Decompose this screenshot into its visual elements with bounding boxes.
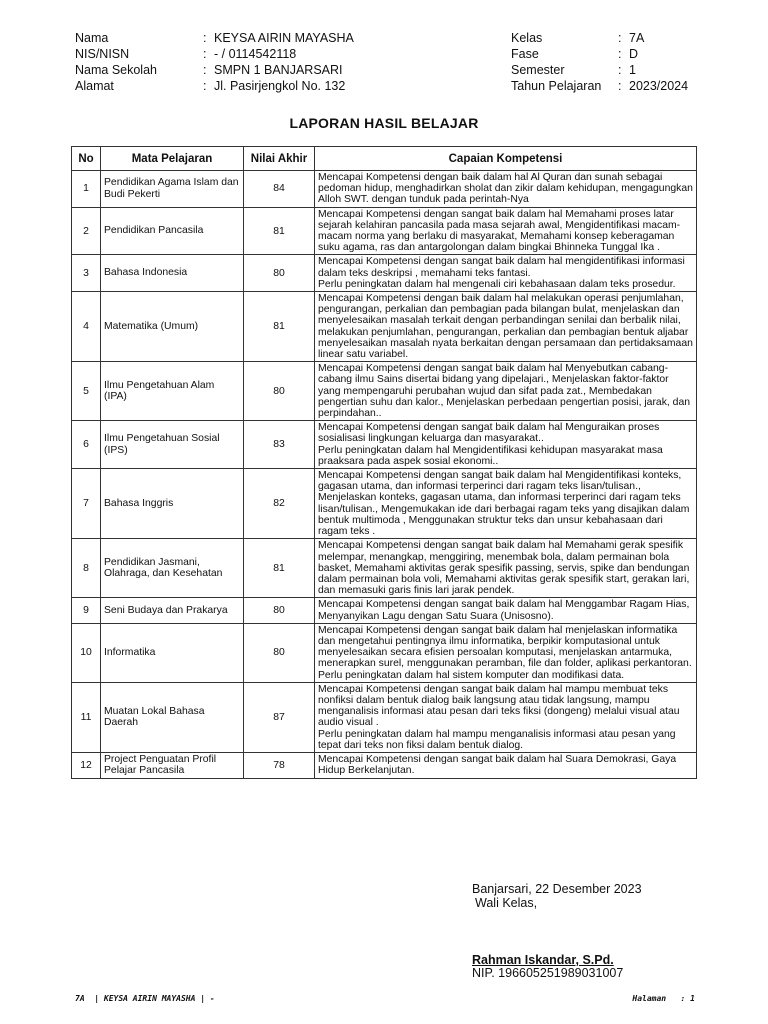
row-mata-pelajaran: Bahasa Inggris xyxy=(101,469,244,539)
row-nilai-akhir: 87 xyxy=(244,682,315,752)
row-nilai-akhir: 80 xyxy=(244,598,315,623)
nis-label: NIS/NISN xyxy=(75,47,130,61)
row-nilai-akhir: 84 xyxy=(244,171,315,208)
row-mata-pelajaran: Ilmu Pengetahuan Sosial (IPS) xyxy=(101,421,244,469)
row-capaian-kompetensi: Mencapai Kompetensi dengan sangat baik dalam hal Memahami gerak spesifik melempar, menangkap, menggiring, menembak bola, dalam permainan bola basket, Memahami aktivitas gerak spesifik passing, servis, spike dan bendungan dalam permainan bola voli, Memahami aktivitas gerak spesifik start, gerakan lari, dan memasuki garis finis lari jarak pendek. xyxy=(315,539,697,598)
row-capaian-kompetensi: Mencapai Kompetensi dengan sangat baik dalam hal Memahami proses latar sejarah kelahiran pancasila pada masa sejarah awal, Mengidentifikasi macam-macam norma yang berlaku di masyarakat, Memahami konsep keberagaman suku agama, ras dan antargolongan dalam bingkai Bhinneka Tunggal Ika . xyxy=(315,207,697,255)
table-header-row xyxy=(72,147,697,171)
identity-row-3 xyxy=(75,62,715,78)
row-mata-pelajaran: Ilmu Pengetahuan Alam (IPA) xyxy=(101,362,244,421)
row-mata-pelajaran: Bahasa Indonesia xyxy=(101,255,244,292)
table-row xyxy=(72,752,697,778)
footer-page: Halaman : 1 xyxy=(632,994,695,1003)
row-nilai-akhir: 80 xyxy=(244,623,315,682)
identity-row-2 xyxy=(75,46,715,62)
table-row xyxy=(72,362,697,421)
alamat-value: Jl. Pasirjengkol No. 132 xyxy=(214,79,346,93)
header-capaian-kompetensi: Capaian Kompetensi xyxy=(315,147,697,171)
row-capaian-kompetensi: Mencapai Kompetensi dengan sangat baik dalam hal Mengidentifikasi konteks, gagasan utama, dan informasi terperinci dari ragam teks lisan/tulisan., Menjelaskan konteks, gagasan utama, dan informasi terperinci dari ragam teks lisan/tulisan., Mengemukakan ide dari berbagai ragam teks yang disajikan dalam bentuk multimoda , Menggunakan struktur teks dan unsur kebahasaan dari ragam teks . xyxy=(315,469,697,539)
row-nilai-akhir: 78 xyxy=(244,752,315,778)
semester-label: Semester xyxy=(511,63,565,77)
row-nilai-akhir: 81 xyxy=(244,292,315,362)
row-no: 7 xyxy=(72,469,101,539)
row-nilai-akhir: 81 xyxy=(244,539,315,598)
student-identity xyxy=(75,30,715,94)
kelas-value: 7A xyxy=(629,31,645,45)
row-no: 2 xyxy=(72,207,101,255)
row-no: 6 xyxy=(72,421,101,469)
row-capaian-kompetensi: Mencapai Kompetensi dengan baik dalam hal Al Quran dan sunah sebagai pedoman hidup, menghadirkan sholat dan zikir dalam kehidupan, mengagungkan Alloh SWT. dengan tunduk pada perintah-Nya xyxy=(315,171,697,208)
report-title: LAPORAN HASIL BELAJAR xyxy=(289,115,479,131)
row-no: 3 xyxy=(72,255,101,292)
sign-nip: NIP. 196605251989031007 xyxy=(472,966,624,980)
table-row xyxy=(72,171,697,208)
tahun-label: Tahun Pelajaran xyxy=(511,79,602,93)
separator: : xyxy=(618,31,622,45)
row-nilai-akhir: 80 xyxy=(244,362,315,421)
separator: : xyxy=(618,47,622,61)
separator: : xyxy=(203,47,207,61)
alamat-label: Alamat xyxy=(75,79,114,93)
kelas-label: Kelas xyxy=(511,31,543,45)
footer-left: 7A | KEYSA AIRIN MAYASHA | - xyxy=(75,994,215,1003)
tahun-value: 2023/2024 xyxy=(629,79,689,93)
separator: : xyxy=(203,79,207,93)
sign-name: Rahman Iskandar, S.Pd. xyxy=(472,953,614,967)
table-row xyxy=(72,292,697,362)
row-capaian-kompetensi: Mencapai Kompetensi dengan sangat baik dalam hal mampu membuat teks nonfiksi dalam bentuk dialog baik langsung atau tidak langsung, mampu menganalisis informasi atau pesan dari teks fiksi (dongeng) melalui visual atau audio visual . Perlu peningkatan dalam hal mampu menganalisis informasi atau pesan yang tepat dari teks non fiksi dalam bentuk dialog. xyxy=(315,682,697,752)
row-nilai-akhir: 81 xyxy=(244,207,315,255)
table-row xyxy=(72,469,697,539)
identity-row-4 xyxy=(75,78,715,94)
row-no: 8 xyxy=(72,539,101,598)
row-mata-pelajaran: Pendidikan Agama Islam dan Budi Pekerti xyxy=(101,171,244,208)
header-no: No xyxy=(72,147,101,171)
page-footer xyxy=(75,994,695,1008)
row-no: 10 xyxy=(72,623,101,682)
fase-label: Fase xyxy=(511,47,539,61)
row-capaian-kompetensi: Mencapai Kompetensi dengan sangat baik dalam hal Menguraikan proses sosialisasi lingkungan keluarga dan masyarakat.. Perlu peningkatan dalam hal Mengidentifikasi kehidupan masyarakat masa praaksara pada aspek sosial ekonomi.. xyxy=(315,421,697,469)
row-nilai-akhir: 80 xyxy=(244,255,315,292)
nama-value: KEYSA AIRIN MAYASHA xyxy=(214,31,354,45)
row-capaian-kompetensi: Mencapai Kompetensi dengan sangat baik dalam hal Suara Demokrasi, Gaya Hidup Berkelanjutan. xyxy=(315,752,697,778)
identity-row-1 xyxy=(75,30,715,46)
table-row xyxy=(72,421,697,469)
row-mata-pelajaran: Matematika (Umum) xyxy=(101,292,244,362)
fase-value: D xyxy=(629,47,639,61)
row-nilai-akhir: 83 xyxy=(244,421,315,469)
header-mata-pelajaran: Mata Pelajaran xyxy=(101,147,244,171)
row-no: 1 xyxy=(72,171,101,208)
row-mata-pelajaran: Muatan Lokal Bahasa Daerah xyxy=(101,682,244,752)
row-mata-pelajaran: Pendidikan Jasmani, Olahraga, dan Kesehatan xyxy=(101,539,244,598)
row-mata-pelajaran: Project Penguatan Profil Pelajar Pancasila xyxy=(101,752,244,778)
row-no: 11 xyxy=(72,682,101,752)
table-row xyxy=(72,598,697,623)
grades-table xyxy=(71,146,697,779)
separator: : xyxy=(203,31,207,45)
separator: : xyxy=(203,63,207,77)
row-no: 5 xyxy=(72,362,101,421)
row-nilai-akhir: 82 xyxy=(244,469,315,539)
sign-role: Wali Kelas, xyxy=(475,896,538,910)
header-nilai-akhir: Nilai Akhir xyxy=(244,147,315,171)
row-mata-pelajaran: Informatika xyxy=(101,623,244,682)
row-mata-pelajaran: Pendidikan Pancasila xyxy=(101,207,244,255)
table-row xyxy=(72,207,697,255)
row-capaian-kompetensi: Mencapai Kompetensi dengan sangat baik dalam hal Menggambar Ragam Hias, Menyanyikan Lagu dengan Satu Suara (Unisosno). xyxy=(315,598,697,623)
table-row xyxy=(72,682,697,752)
semester-value: 1 xyxy=(629,63,636,77)
table-body xyxy=(72,171,697,779)
nama-label: Nama xyxy=(75,31,109,45)
row-mata-pelajaran: Seni Budaya dan Prakarya xyxy=(101,598,244,623)
separator: : xyxy=(618,79,622,93)
row-capaian-kompetensi: Mencapai Kompetensi dengan baik dalam hal melakukan operasi penjumlahan, pengurangan, perkalian dan pembagian pada bilangan bulat, menjelaskan dan menyelesaikan masalah terkait dengan perbandingan senilai dan berbalik nilai, melakukan penjumlahan, pengurangan, perkalian dan pembagian bentuk aljabar menyelesaikan masalah nyata berkaitan dengan persamaan dan pertidaksamaan linear satu variabel. xyxy=(315,292,697,362)
table-row xyxy=(72,623,697,682)
table-row xyxy=(72,539,697,598)
table-row xyxy=(72,255,697,292)
nis-value: - / 0114542118 xyxy=(214,47,297,61)
sekolah-value: SMPN 1 BANJARSARI xyxy=(214,63,343,77)
row-no: 9 xyxy=(72,598,101,623)
row-no: 4 xyxy=(72,292,101,362)
separator: : xyxy=(618,63,622,77)
row-no: 12 xyxy=(72,752,101,778)
sign-place-date: Banjarsari, 22 Desember 2023 xyxy=(472,882,642,896)
row-capaian-kompetensi: Mencapai Kompetensi dengan sangat baik dalam hal Menyebutkan cabang-cabang ilmu Sains disertai bidang yang dipelajari., Menjelaskan faktor-faktor yang mempengaruhi perubahan wujud dan sifat pada zat., Membedakan pengertian suhu dan kalor., Menjelaskan perbedaan pengertian posisi, jarak, dan perpindahan.. xyxy=(315,362,697,421)
sekolah-label: Nama Sekolah xyxy=(75,63,157,77)
row-capaian-kompetensi: Mencapai Kompetensi dengan sangat baik dalam hal mengidentifikasi informasi dalam teks deskripsi , memahami teks fantasi. Perlu peningkatan dalam hal mengenali ciri kebahasaan dalam teks prosedur. xyxy=(315,255,697,292)
row-capaian-kompetensi: Mencapai Kompetensi dengan sangat baik dalam hal menjelaskan informatika dan mengetahui pentingnya ilmu informatika, berpikir komputasional untuk menyelesaikan secara efisien persoalan komputasi, menjelaskan antarmuka, menerapkan surel, menggunakan peramban, file dan folder, aplikasi perkantoran. Perlu peningkatan dalam hal sistem komputer dan modifikasi data. xyxy=(315,623,697,682)
